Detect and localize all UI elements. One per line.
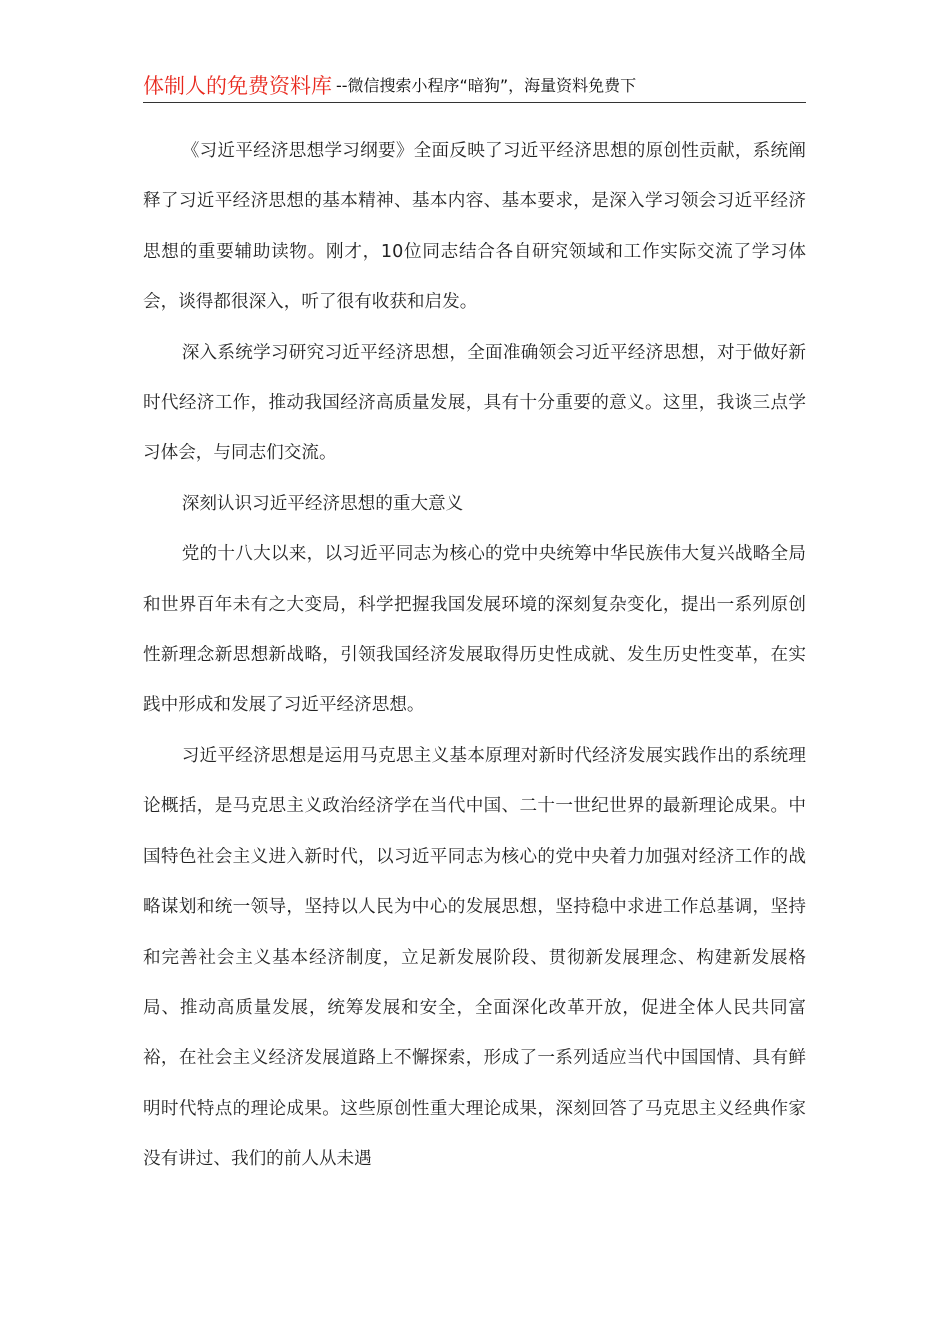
paragraph-background: 党的十八大以来，以习近平同志为核心的党中央统筹中华民族伟大复兴战略全局和世界百年未有之大变局，科学把握我国发展环境的深刻复杂变化，提出一系列原创性新理念新思想新战略，引领我国经济发展取得历史性成就、发生历史性变革，在实践中形成和发展了习近平经济思想。 bbox=[143, 544, 806, 716]
page-header bbox=[143, 72, 806, 103]
paragraph-theory: 习近平经济思想是运用马克思主义基本原理对新时代经济发展实践作出的系统理论概括，是马克思主义政治经济学在当代中国、二十一世纪世界的最新理论成果。中国特色社会主义进入新时代，以习近平同志为核心的党中央着力加强对经济工作的战略谋划和统一领导，坚持以人民为中心的发展思想，坚持稳中求进工作总基调，坚持和完善社会主义基本经济制度，立足新发展阶段、贯彻新发展理念、构建新发展格局、推动高质量发展，统筹发展和安全，全面深化改革开放，促进全体人民共同富裕，在社会主义经济发展道路上不懈探索，形成了一系列适应当代中国国情、具有鲜明时代特点的理论成果。这些原创性重大理论成果，深刻回答了马克思主义经典作家没有讲过、我们的前人从未遇 bbox=[143, 745, 806, 1170]
paragraph-intro: 《习近平经济思想学习纲要》全面反映了习近平经济思想的原创性贡献，系统阐释了习近平经济思想的基本精神、基本内容、基本要求，是深入学习领会习近平经济思想的重要辅助读物。刚才，10位同志结合各自研究领域和工作实际交流了学习体会，谈得都很深入，听了很有收获和启发。 bbox=[143, 141, 806, 313]
header-brand: 体制人的免费资料库 bbox=[143, 74, 332, 98]
section-heading: 深刻认识习近平经济思想的重大意义 bbox=[181, 493, 464, 514]
document-body bbox=[143, 126, 806, 1185]
paragraph-significance: 深入系统学习研究习近平经济思想，全面准确领会习近平经济思想，对于做好新时代经济工作，推动我国经济高质量发展，具有十分重要的意义。这里，我谈三点学习体会，与同志们交流。 bbox=[143, 342, 806, 464]
header-subtitle: --微信搜索小程序“暗狗”，海量资料免费下 bbox=[336, 76, 637, 95]
